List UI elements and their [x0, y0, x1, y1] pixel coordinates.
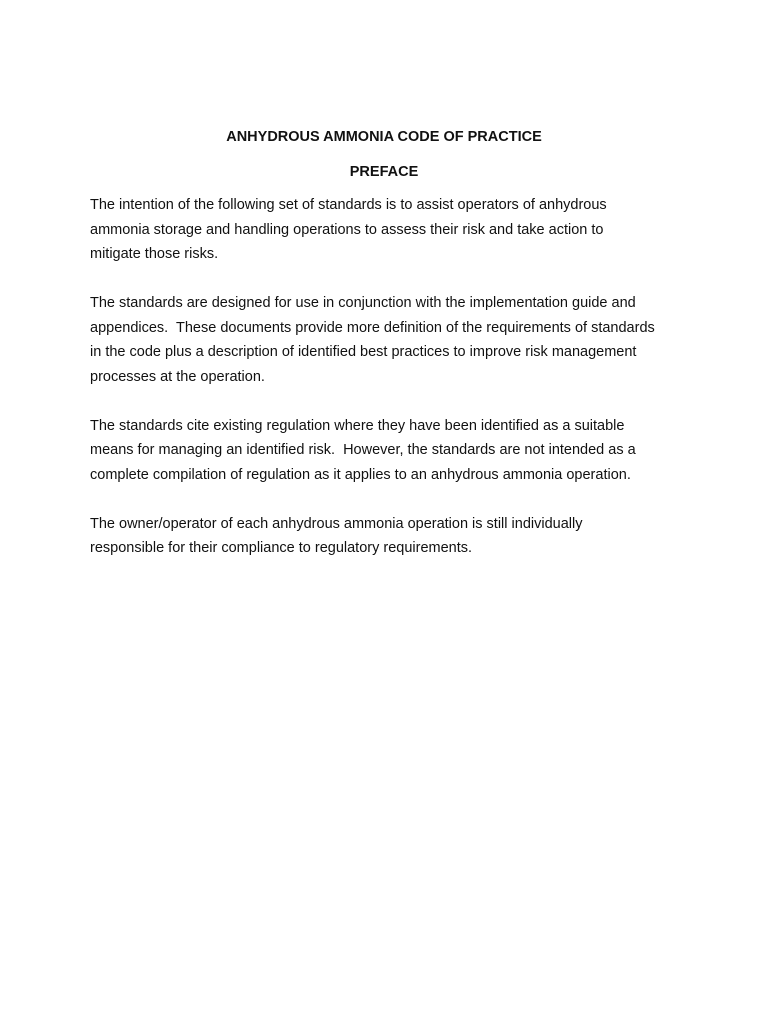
section-heading-preface: PREFACE [349, 164, 419, 180]
paragraph-responsibility: The owner/operator of each anhydrous ammonia operation is still individually responsible for their compliance to regulatory requirements. [90, 515, 583, 556]
paragraph-regulation: The standards cite existing regulation where they have been identified as a suitable means for managing an identified risk. However, the standards are not intended as a complete compilation of regulation as it applies to an anhydrous ammonia operation. [90, 417, 636, 483]
paragraph-intention: The intention of the following set of standards is to assist operators of anhydrous ammonia storage and handling operations to assess their risk and take action to mitigate those risks. [90, 197, 607, 262]
body-text [90, 193, 690, 585]
paragraph-design: The standards are designed for use in conjunction with the implementation guide and appendices. These documents provide more definition of the requirements of standards in the code plus a description of identified best practices to improve risk management processes at the operation. [90, 295, 655, 385]
document-title: ANHYDROUS AMMONIA CODE OF PRACTICE [226, 129, 542, 145]
